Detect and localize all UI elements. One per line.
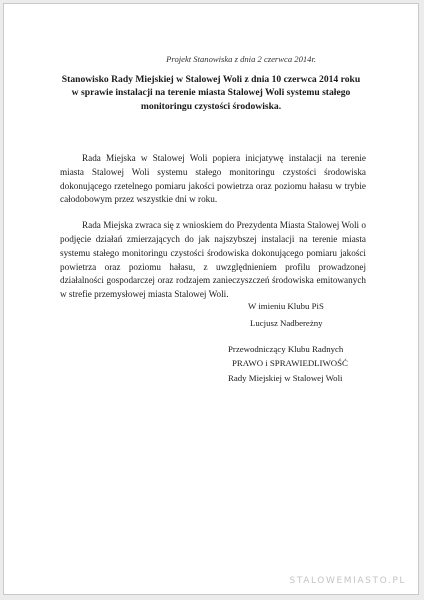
paragraph: Rada Miejska zwraca się z wnioskiem do Prezydenta Miasta Stalowej Woli o podjęcie działań zmierzających do jak najszybszej instalacji na terenie miasta systemu stałego monitoringu czystości środowiska dokonującego pomiaru jakości powietrza oraz poziomu hałasu, z uwzględnieniem profilu prowadzonej działalności gospodarczej oraz rodzajem zanieczyszczeń środowiska emitowanych w strefie przemysłowej miasta Stalowej Woli. — [60, 220, 366, 300]
signature-council: Rady Miejskiej w Stalowej Woli — [228, 373, 343, 383]
title-line: monitoringu czystości środowiska. — [140, 100, 282, 112]
document-title — [40, 73, 382, 113]
title-line: Stanowisko Rady Miejskiej w Stalowej Woli z dnia 10 czerwca 2014 roku — [61, 74, 361, 85]
signature-name: Lucjusz Nadbereżny — [250, 318, 323, 328]
signature-on-behalf: W imieniu Klubu PiS — [248, 301, 324, 311]
document-body — [60, 152, 366, 314]
draft-note: Projekt Stanowiska z dnia 2 czerwca 2014r. — [166, 54, 316, 64]
document-page — [3, 3, 419, 595]
paragraph: Rada Miejska w Stalowej Woli popiera inicjatywę instalacji na terenie miasta Stalowej Woli systemu stałego monitoringu czystości środowiska dokonującego rzetelnego pomiaru jakości powietrza oraz poziomu hałasu w trybie całodobowym przez wszystkie dni w roku. — [60, 153, 366, 205]
signature-party: PRAWO i SPRAWIEDLIWOŚĆ — [232, 358, 348, 368]
watermark: STALOWEMIASTO.PL — [289, 576, 406, 586]
signature-position: Przewodniczący Klubu Radnych — [228, 344, 344, 354]
title-line: w sprawie instalacji na terenie miasta Stalowej Woli systemu stałego — [71, 87, 351, 99]
